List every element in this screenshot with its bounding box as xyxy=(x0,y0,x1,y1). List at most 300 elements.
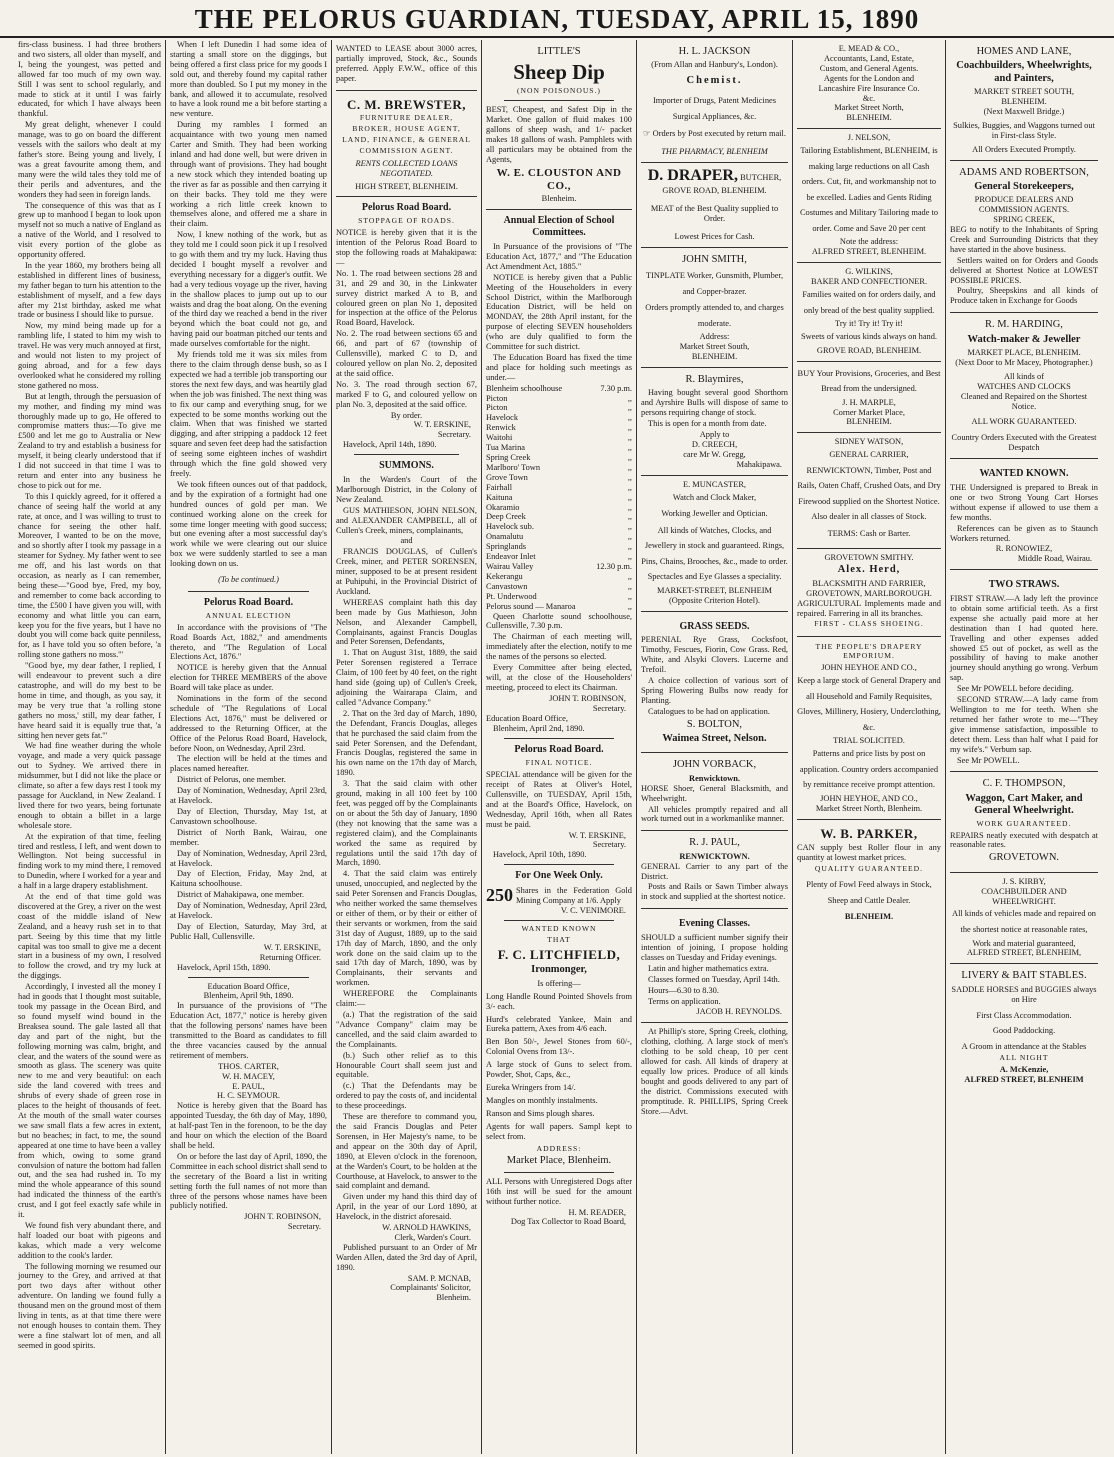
notice-signature-title: Returning Officer. xyxy=(259,952,321,962)
notice-paragraph: Nominations in the form of the second schedule of "The Regulations of Local Elections Act, 1876," must be delivered or addressed to the Returning Officer, at the Office of the Pelorus Road Board, Havelock, before Noon, on Wednesday, April 23rd. xyxy=(170,694,327,753)
ad-name: C. F. THOMPSON, xyxy=(982,778,1066,790)
notice-paragraph: The Chairman of each meeting will, immediately after the election, notify to me the names of the persons so elected. xyxy=(486,632,632,662)
school-name: Waitohi xyxy=(486,433,513,443)
ad-text: SADDLE HORSES and BUGGIES always on Hire xyxy=(951,984,1097,1004)
grovetown-smithy-ad xyxy=(797,549,941,638)
ad-address: GROVE ROAD, BLENHEIM. xyxy=(816,345,922,355)
notice-paragraph: These are therefore to command you, the said Francis Douglas and Peter Sorensen, in Her Majesty's name, to be and appear on the 30th day of April, 1890, at Eleven o'clock in the forenoon, at the Warden's Court, to be holden at the Courthouse, at Havelock, to answer to the said complaint and demand. xyxy=(336,1112,477,1191)
ad-name: D. DRAPER, xyxy=(647,167,738,185)
ad-line: BROKER, HOUSE AGENT, xyxy=(352,123,461,133)
ad-name: C. M. BREWSTER, xyxy=(346,96,467,112)
offer-item: Ranson and Sims plough shares. xyxy=(486,1108,595,1118)
school-name: Blenheim schoolhouse xyxy=(486,383,563,393)
notice-subtitle: STOPPAGE OF ROADS. xyxy=(358,216,455,226)
ad-line: Importer of Drugs, Patent Medicines xyxy=(652,95,777,105)
ad-line: Note the address: xyxy=(839,237,899,247)
school-name: Renwick xyxy=(486,423,516,433)
school-name: Picton xyxy=(486,393,508,403)
dog-tax-notice xyxy=(486,1177,632,1228)
candidate: H. C. SEYMOUR. xyxy=(216,1091,281,1101)
ad-line: MEAT of the Best Quality supplied to Order. xyxy=(650,204,779,223)
ad-name: J. S. KIRBY, xyxy=(1002,876,1046,886)
ad-town: GROVETOWN, MARLBOROUGH. xyxy=(806,588,932,598)
notice-signature-title: Secretary. xyxy=(592,703,626,713)
page-columns xyxy=(14,40,1102,1454)
ad-product: Sheep Dip xyxy=(513,60,605,85)
notice-office: Education Board Office, xyxy=(486,713,568,723)
ad-address: Corner Market Place, xyxy=(833,407,905,417)
john-smith-ad xyxy=(641,248,788,368)
ad-address: HIGH STREET, BLENHEIM. xyxy=(355,181,458,191)
offer-item: Hurd's celebrated Yankee, Main and Eureka pattern, Axes from 4/6 each. xyxy=(486,1014,632,1034)
notice-paragraph: Day of Election, Saturday, May 3rd, at Public Hall, Cullensville. xyxy=(170,921,327,941)
ad-address: ALFRED STREET, BLENHEIM. xyxy=(811,247,927,257)
notice-paragraph: WHEREFORE the Complainants claim:— xyxy=(336,989,477,1009)
ad-line: Sheep and Cattle Dealer. xyxy=(827,895,911,905)
ad-line: D. CREECH, xyxy=(691,439,738,449)
litchfield-ad xyxy=(486,925,632,1168)
ad-address: Middle Road, Wairau. xyxy=(1017,554,1092,564)
ad-text: Having bought several good Shorthorn and Ayrshire Bulls will dispose of same to persons requiring change of stock. xyxy=(641,388,788,418)
notice-paragraph: Notice is hereby given that the Board has appointed Tuesday, the 6th day of May, 1890, at half-past Ten in the forenoon, to be the day and hour on which the election of the Board shall be held. xyxy=(170,1101,327,1150)
harding-ad xyxy=(950,313,1098,459)
notice-paragraph: Day of Election, Friday, May 2nd, at Kaituna schoolhouse. xyxy=(170,869,327,889)
ad-town: Renwicktown. xyxy=(689,773,740,783)
school-row xyxy=(486,552,632,562)
ad-text: Latin and higher mathematics extra. xyxy=(648,963,769,973)
notice-paragraph: SPECIAL attendance will be given for the receipt of Rates at Oliver's Hotel, Cullensville, on TUESDAY, April 15th, and at the Board's Office, Havelock, on Wednesday, April 16th, when all Rates must be paid. xyxy=(486,770,632,829)
notice-signature: W. T. ERSKINE, xyxy=(263,942,321,952)
ad-line: RENTS COLLECTED LOANS NEGOTIATED. xyxy=(355,158,458,178)
to-be-continued: (To be continued.) xyxy=(218,575,279,585)
ad-address: Market Street South, xyxy=(679,342,750,352)
ad-name: E. MEAD & CO., xyxy=(838,44,900,53)
ad-place: SPRING CREEK, xyxy=(993,215,1055,225)
ad-name: G. WILKINS, xyxy=(845,267,893,277)
brewster-ad xyxy=(336,91,477,198)
school-meeting-list xyxy=(486,384,632,612)
divider xyxy=(188,977,309,978)
ad-text: Terms on application. xyxy=(648,996,721,1006)
ad-line-text: Orders by Post executed by return mail. xyxy=(652,129,786,139)
notice-paragraph: District of Pelorus, one member. xyxy=(177,775,286,785)
ad-title: GRASS SEEDS. xyxy=(679,620,750,632)
ad-name: JOHN VORBACK, xyxy=(672,759,757,771)
ad-text: Catalogues to be had on application. xyxy=(648,706,770,716)
notice-subtitle: FINAL NOTICE. xyxy=(525,758,593,768)
school-name: Pt. Underwood xyxy=(486,591,537,601)
school-time: ,, xyxy=(627,542,632,552)
ad-title: LIVERY & BAIT STABLES. xyxy=(961,970,1087,982)
ad-trade: BUTCHER, xyxy=(740,173,782,183)
ad-line: care Mr W. Gregg, xyxy=(683,449,746,459)
notice-paragraph: Day of Election, Thursday, May 1st, at Canvastown schoolhouse. xyxy=(170,807,327,826)
ad-text: HORSE Shoer, General Blacksmith, and Wheelwright. xyxy=(641,783,788,803)
paul-carrier-ad xyxy=(641,831,788,909)
divider xyxy=(354,454,459,455)
divider xyxy=(188,591,309,592)
divider xyxy=(504,920,614,921)
thompson-ad xyxy=(950,772,1098,872)
ad-text: A choice collection of various sort of Spring Flowering Bulbs now ready for Planting. xyxy=(641,676,788,705)
school-row xyxy=(486,384,632,394)
ad-text: SECOND STRAW.—A lady came from Wellington to me for teeth. When she returned her father wrote to me—"They give immense satisfaction, impossible to detect them. Less than half what I paid for my wife's." Verbum sap. xyxy=(950,695,1098,754)
school-name: Grove Town xyxy=(486,472,528,482)
wanted-lease-ad xyxy=(336,40,477,91)
ad-trade: Ironmonger, xyxy=(531,964,587,976)
school-row xyxy=(486,592,632,602)
ad-line: Try it! Try it! Try it! xyxy=(835,319,903,329)
ad-address: ALFRED STREET, BLENHEIM, xyxy=(966,948,1082,958)
ad-address-label: Address: xyxy=(699,332,730,342)
ad-title: GROVETOWN SMITHY. xyxy=(824,552,914,562)
ad-text: GENERAL CARRIER, RENWICKTOWN, Timber, Post and Rails, Oaten Chaff, Crushed Oats, and Dry Firewood supplied on the Shortest Notice. Also dealer in all classes of Stock. xyxy=(797,450,941,522)
school-row xyxy=(486,394,632,404)
notice-signature-title: Secretary. xyxy=(592,840,626,850)
ad-trade: BAKER AND CONFECTIONER. xyxy=(810,277,928,287)
notice-paragraph: 4. That the said claim was entirely unused, unoccupied, and neglected by the said Peter Sorensen and Francis Douglas, who neither worked the same themselves or either of them, or by their or either of their servants or workmen, from the said 31st day of August, 1889, up to the said 17th day of March, 1890, and the only work done on the said claim up to the said 17th day of March, 1890, was by Complainants, their servants and workmen. xyxy=(336,869,477,988)
ad-line: FURNITURE DEALER, xyxy=(359,112,454,122)
ad-name: E. MUNCASTER, xyxy=(682,479,747,489)
ad-title: TWO STRAWS. xyxy=(988,579,1060,591)
notice-paragraph: The Education Board has fixed the time and place for holding such meetings as under.— xyxy=(486,352,632,382)
ad-text: AGRICULTURAL Implements made and repaired. Farrering in all its branches. xyxy=(797,598,941,618)
ad-line: PRODUCE DEALERS AND COMMISSION AGENTS. xyxy=(974,195,1074,215)
ad-line: Apply to xyxy=(699,430,730,440)
ad-line: COMMISSION AGENT. xyxy=(359,145,454,155)
livery-stables-ad xyxy=(950,964,1098,1085)
watson-carrier-ad xyxy=(797,433,941,548)
school-time: ,, xyxy=(627,522,632,532)
kirby-ad xyxy=(950,873,1098,965)
ad-text: Sweets of various kinds always on hand. xyxy=(800,332,938,342)
school-time: ,, xyxy=(627,462,632,472)
school-row xyxy=(486,512,632,522)
ad-text: Watch and Clock Maker, xyxy=(672,492,757,502)
school-name: Tua Marina xyxy=(486,443,526,453)
ad-line: FIRST - CLASS SHOEING. xyxy=(814,619,924,629)
ad-title: WANTED KNOWN. xyxy=(979,468,1069,480)
ad-town: BLENHEIM. xyxy=(846,113,892,123)
notice-paragraph: District of Mahakipawa, one member. xyxy=(177,890,304,900)
story-paragraph: Now, my mind being made up for a rambling life, I stated to him my wish to travel. He was very much annoyed at first, and would not listen to my project of going abroad, and for a few days overlooked what he considered my rolling stone gathered no moss. xyxy=(18,321,161,390)
notice-signature-title: Secretary. xyxy=(287,1222,321,1232)
school-row xyxy=(486,413,632,423)
ad-name: JOHN SMITH, xyxy=(682,253,747,265)
story-paragraph: firs-class business. I had three brothers and two sisters, all older than myself, and I, being the youngest, was petted and allowed far too much of my own way. Still I was sent to school regularly, and made to stick at it until I was fairly educated, for which I have always been thankful. xyxy=(18,40,161,119)
summons-notice xyxy=(336,460,477,1303)
vorback-ad xyxy=(641,753,788,831)
school-row xyxy=(486,453,632,463)
ad-text: Families waited on for orders daily, and only bread of the best quality supplied. xyxy=(802,290,936,315)
ad-text: TERMS: Cash or Barter. xyxy=(827,528,911,538)
notice-paragraph: GUS MATHIESON, JOHN NELSON, and ALEXANDER CAMPBELL, all of Cullen's Creek, miners, complainants, xyxy=(336,505,477,535)
ad-text: All kinds of vehicles made and repaired on the shortest notice at reasonable rates, xyxy=(952,909,1096,934)
grass-seeds-ad xyxy=(641,612,788,754)
offer-item: Long Handle Round Pointed Shovels from 3/- each. xyxy=(486,991,632,1011)
ad-text: BEG to notify to the Inhabitants of Spring Creek and Surrounding Districts that they have started in the above business. xyxy=(950,225,1098,254)
ad-address: GROVE ROAD, BLENHEIM. xyxy=(662,186,767,196)
candidate: THOS. CARTER, xyxy=(218,1061,279,1071)
ad-line: Accountants, Land, Estate, xyxy=(823,53,914,63)
school-time: ,, xyxy=(627,413,632,423)
ad-title: THE PEOPLE'S DRAPERY EMPORIUM. xyxy=(815,642,923,661)
notice-paragraph: In accordance with the provisions of "The Road Boards Act, 1882," and amendments thereto, and "The Regulation of Local Elections Act, 1876." xyxy=(170,622,327,662)
school-row xyxy=(486,403,632,413)
notice-paragraph: ALL Persons with Unregistered Dogs after 16th inst will be sued for the amount without further notice. xyxy=(486,1176,632,1206)
ad-trade: Waggon, Cart Maker, and General Wheelwright. xyxy=(965,792,1083,817)
phillips-store-ad xyxy=(641,1023,788,1116)
story-paragraph: To this I quickly agreed, for it offered a chance of seeing half the world at any rate, at once, and I was willing to trust to chance for seeing the other half. Moreover, I wanted to be on the move, and so shortly after I took my passage in a steamer for Sydney. My father went to see me off, and his last words on that occasion, as nearly as I can remember, being these—"Good bye, Fred, my boy, and remember to come back according to time, the £500 I have given you will, with economy and what little you can earn, keep you for the five years, but I have no doubt you will come back quite penniless, for, as I have told you so often before, 'a rolling stone gathers no moss.'" xyxy=(18,491,161,660)
ad-name: H. L. JACKSON xyxy=(678,46,751,57)
story-paragraph: But at length, through the persuasion of my mother, and finding my mind was thoroughly made up to go, He offered to compromise matters thus:—To give me £500 and let me go to Australia or New Zealand to try and establish a business for myself, it being clearly understood that if I did not succeed in that time I was to return and enter into any business he chose to pick out for me. xyxy=(18,391,161,490)
ad-text: Settlers waited on for Orders and Goods delivered at Shortest Notice at LOWEST POSSIBLE PRICES. xyxy=(950,255,1098,285)
ad-line: (Next Maxwell Bridge.) xyxy=(983,106,1065,116)
ad-text: Poultry, Sheepskins and all kinds of Produce taken in Exchange for Goods xyxy=(950,286,1098,306)
ad-name: R. Blaymires, xyxy=(685,374,744,386)
notice-paragraph: Every Committee after being elected, will, at the close of the Householders' meeting, proceed to elect its Chairman. xyxy=(486,663,632,692)
jackson-chemist-ad xyxy=(641,40,788,163)
ad-signature: R. RONOWIEZ, xyxy=(995,544,1053,554)
ad-name: J. NELSON, xyxy=(847,133,891,143)
column-5 xyxy=(637,40,793,1454)
column-6 xyxy=(793,40,946,1454)
story-paragraph: The consequence of this was that as I grew up to manhood I began to look upon myself not so much a native of England as a native of the World, and I resolved to visit every portion of the globe as opportunity offered. xyxy=(18,200,161,260)
ad-line: LAND, FINANCE, & GENERAL xyxy=(342,134,471,144)
ad-name: ADAMS AND ROBERTSON, xyxy=(959,166,1089,178)
notice-signature-title: Dog Tax Collector to Road Board, xyxy=(510,1217,626,1227)
school-time: 7.30 p.m. xyxy=(600,383,632,393)
ad-signature: A. McKenzie, xyxy=(999,1065,1049,1075)
notice-date: Havelock, April 10th, 1890. xyxy=(493,850,587,860)
notice-signature-title: Clerk, Warden's Court. xyxy=(394,1232,471,1242)
school-row xyxy=(486,602,632,612)
story-paragraph: Now, I knew nothing of the work, but as they told me I could soon pick it up I resolved to go with them and try my luck. Having thus decided I bought myself a revolver and everything necessary for a digger's outfit. We had a very tedious voyage up the river, having in the shallow places to jump out up to our waists and drag the boat along. On the evening of the third day we reached a bend in the river beyond which the boat could not go, and having paid our boatman pitched our tents and made ourselves comfortable for the night. xyxy=(170,230,327,349)
notice-paragraph: In the Warden's Court of the Marlborough District, in the Colony of New Zealand. xyxy=(336,474,477,504)
school-time: ,, xyxy=(627,552,632,562)
ad-text: See Mr POWELL before deciding. xyxy=(957,684,1074,694)
notice-date: Blenheim, April 9th, 1890. xyxy=(203,991,294,1001)
ad-name: R. J. PAUL, xyxy=(689,837,740,849)
notice-paragraph: Published pursuant to an Order of Mr Warden Allen, dated the 3rd day of April, 1890. xyxy=(336,1242,477,1272)
ad-heading: THAT xyxy=(547,935,571,945)
final-notice xyxy=(486,744,632,860)
school-row xyxy=(486,473,632,483)
ad-line: All kinds of xyxy=(1003,371,1044,381)
ad-text: PERENIAL Rye Grass, Cocksfoot, Timothy, Fescues, Fiorin, Cow Grass. Red, White, and Alsyki Clovers. Lucerne and Trefoil. xyxy=(641,635,788,675)
two-straws-ad xyxy=(950,570,1098,772)
divider xyxy=(504,1172,614,1173)
ad-address: Waimea Street, Nelson. xyxy=(662,733,767,745)
notice-date: Havelock, April 15th, 1890. xyxy=(177,962,271,972)
offer-item: Agents for wall papers. Sampl kept to select from. xyxy=(486,1121,632,1141)
notice-signature: W. T. ERSKINE, xyxy=(568,830,626,840)
ad-text: WANTED to LEASE about 3000 acres, partially improved, Stock, &c., Sounds preferred. Apply F.W.W., office of this paper. xyxy=(336,44,477,83)
ad-line: QUALITY GUARANTEED. xyxy=(814,863,924,873)
divider xyxy=(504,100,614,101)
school-time: ,, xyxy=(627,393,632,403)
ad-name: SIDNEY WATSON, xyxy=(834,437,904,447)
ad-line xyxy=(641,129,788,139)
ad-title: For One Week Only. xyxy=(515,870,603,882)
notice-paragraph: (b.) Such other relief as to this Honourable Court shall seem just and equitable. xyxy=(336,1050,477,1080)
column-2 xyxy=(166,40,332,1454)
school-name: Okaramio xyxy=(486,502,520,512)
story-paragraph: My great delight, whenever I could manage, was to go on board the different vessels with the sailors who dealt at my father's store. Being young and lively, I was a great favourite among them, and many were the wild tales they told me of their perils and adventures, and the wonders they had seen in foreign lands. xyxy=(18,120,161,199)
story-paragraph: We took fifteen ounces out of that paddock, and by the expiration of a fortnight had one hundred ounces of gold per man. We continued working alone on the creek for some time longer meeting with good success; but one evening after a most successful day's work while we were clearing out our sluice box we were suddenly startled to see a man looking down on us. xyxy=(170,479,327,569)
school-time: ,, xyxy=(627,443,632,453)
column-4 xyxy=(482,40,637,1454)
school-name: Canvastown xyxy=(486,581,528,591)
ad-text: Shares in the Federation Gold Mining Company at 1/6. Apply xyxy=(516,885,632,905)
road-stoppage-notice xyxy=(336,202,477,450)
ad-title: Evening Classes. xyxy=(678,918,751,930)
notice-paragraph: Queen Charlotte sound schoolhouse, Cullensville, 7.30 p.m. xyxy=(486,611,632,631)
ad-trade: Chemist. xyxy=(686,75,743,87)
school-row xyxy=(486,522,632,532)
ad-name: R. M. HARDING, xyxy=(985,319,1063,331)
story-paragraph: "Good bye, my dear father, I replied, I will endeavour to prevent such a dire catastrophe, and will do my best to be home in time, and though, as you say, it may be very true that 'a rolling stone gathers no moss,' still, my dear father, I have heard said it is equally true that, 'a sitting hen never gets fat.'" xyxy=(18,661,161,740)
story-paragraph: At the expiration of that time, feeling tired and restless, I left, and went down to Wellington. Not being successful in finding work to my mind there, I removed to Dunedin, where I worked for a year and a half in a large drapery establishment. xyxy=(18,831,161,891)
ad-agent: W. E. CLOUSTON AND CO., xyxy=(496,166,622,192)
ad-name: F. C. LITCHFIELD, xyxy=(497,947,621,963)
candidate: E. PAUL, xyxy=(232,1081,265,1091)
column-7 xyxy=(946,40,1102,1454)
school-row xyxy=(486,463,632,473)
ad-text: Working Jeweller and Optician. xyxy=(661,509,768,519)
notice-paragraph: The election will be held at the times and places named hereafter. xyxy=(170,754,327,774)
ad-address: MARKET STREET SOUTH, xyxy=(974,87,1074,97)
school-time: ,, xyxy=(627,581,632,591)
school-name: Marlboro' Town xyxy=(486,462,541,472)
notice-paragraph: Given under my hand this third day of April, in the year of our Lord 1890, at Havelock, in the district aforesaid. xyxy=(336,1192,477,1222)
masthead: THE PELORUS GUARDIAN, TUESDAY, APRIL 15, 1890 xyxy=(0,0,1114,38)
notice-signature: JOHN T. ROBINSON, xyxy=(549,693,626,703)
ad-line: WORK GUARANTEED. xyxy=(976,818,1072,828)
story-paragraph: We had fine weather during the whole voyage, and made a very quick passage out to Sydney. We arrived there in midsummer, but I did not like the place or climate, so after a few days rest I took my passage for Auckland, in New Zealand. I lived there for two years, being fortunate enough to obtain a billet in a large wholesale store. xyxy=(18,741,161,830)
notice-signature-title: Secretary. xyxy=(437,430,471,440)
ad-name: JOHN HEYHOE AND CO., xyxy=(821,663,917,673)
draper-butcher-ad xyxy=(641,163,788,248)
offer-item: Mangles on monthly instalments. xyxy=(486,1095,598,1105)
school-name: Wairau Valley xyxy=(486,561,534,571)
notice-signature: SAM. P. MCNAB, xyxy=(407,1273,471,1283)
ad-text: THE Undersigned is prepared to Break in one or two Strong Young Cart Horses without expense if allowed to use them a few months. xyxy=(950,482,1098,522)
notice-paragraph: NOTICE is hereby given that a Public Meeting of the Householders in every School District, within the Marlborough Education District, will be held on MONDAY, the 28th April instant, for the purpose of electing SEVEN householders (who are duly qualified to form the Committee for such district. xyxy=(486,272,632,352)
school-time: ,, xyxy=(627,453,632,462)
notice-paragraph: No. 3. The road through section 67, marked F to G, and coloured yellow on plan No. 3, deposited at the said office. xyxy=(336,379,477,409)
ad-town: BLENHEIM. xyxy=(844,911,894,921)
ad-line: Is offering— xyxy=(537,978,581,988)
notice-paragraph: Day of Nomination, Wednesday, April 23rd, at Havelock. xyxy=(170,901,327,921)
notice-paragraph: District of North Bank, Wairau, one member. xyxy=(170,827,327,847)
ad-name: HOMES AND LANE, xyxy=(976,46,1072,57)
school-row xyxy=(486,542,632,552)
ad-line: ALL NIGHT xyxy=(999,1053,1049,1063)
ad-heading: WANTED KNOWN xyxy=(521,924,597,934)
ad-address: MARKET PLACE, BLENHEIM. xyxy=(967,348,1081,358)
pointing-hand-icon: ☞ xyxy=(643,129,653,139)
ad-text: GENERAL Carrier to any part of the District. xyxy=(641,861,788,881)
notice-order: By order. xyxy=(390,410,423,420)
ad-town: BLENHEIM. xyxy=(1001,97,1047,107)
ad-line: Market Street North, xyxy=(834,103,904,113)
story-paragraph: We found fish very abundant there, and half loaded our boat with pigeons and kakas, which made a very welcome addition to the cook's larder. xyxy=(18,1220,161,1260)
notice-paragraph: (a.) That the registration of the said "Advance Company" claim may be cancelled, and the said claim awarded to the Complainants. xyxy=(336,1010,477,1049)
story-paragraph: In the year 1860, my brothers being all established in different lines of business, my father began to turn his attention to the establishment of myself, and a few days after my 21st birthday, asked me what trade or business I should like to pursue. xyxy=(18,260,161,320)
story-paragraph: When I left Dunedin I had some idea of starting a small store on the diggings, but being offered a first class price for my goods I sold out, and thereby found my capital rather more than doubled. So I put my money in the bank, and allowed it to accumulate, resolved to have a look round me a bit before starting a new venture. xyxy=(170,40,327,119)
muncaster-ad xyxy=(641,476,788,612)
ad-line: ALL WORK GUARANTEED. xyxy=(971,417,1077,427)
school-name: Spring Creek xyxy=(486,453,531,462)
school-row xyxy=(486,423,632,433)
ad-line: Lancashire Fire Insurance Co. xyxy=(818,83,920,93)
ad-trade: COACHBUILDER AND WHEELWRIGHT. xyxy=(981,886,1067,906)
ad-brand: LITTLE'S xyxy=(537,46,581,57)
ad-text: Classes formed on Tuesday, April 14th. xyxy=(648,974,780,984)
ad-text: See Mr POWELL. xyxy=(957,755,1020,765)
story-paragraph: Accordingly, I invested all the money I had in goods that I thought most suitable, took my passage in the Ocean Bird, and so found myself wind bound in the Breaksea sound. The gale lasted all that day and part of the night, but the following morning was calm, bright, and clear, and the waters of the sound were as smooth as glass. The scenery was quite new to me and very beautiful: on each side the land covered with trees and shrubs of every shade of green rose in places to the height of thousands of feet. At the mouth of the small water courses we saw small flats a few acres in extent, but no beaches; in fact, to me, the sound appeared at one time to have been a valley from which, owing to some grand convulsion of nature the bottom had fallen out, and the sea had rushed in. To my mind the whole appearance of this sound had indicated the thinness of the earth's crust, and I got feel exactly safe while in it. xyxy=(18,982,161,1220)
ad-line: (Opposite Criterion Hotel). xyxy=(669,595,760,605)
notice-title: Pelorus Road Board. xyxy=(203,596,294,608)
notice-signature: JOHN T. ROBINSON, xyxy=(244,1212,321,1222)
ad-line: Work and material guaranteed, xyxy=(972,938,1076,948)
sheep-dip-ad xyxy=(486,40,632,210)
evening-classes-ad xyxy=(641,909,788,1023)
offer-item: Eureka Wringers from 14/. xyxy=(486,1082,576,1092)
drapery-emporium-ad xyxy=(797,637,941,819)
school-row xyxy=(486,532,632,542)
column-1-story xyxy=(14,40,166,1454)
school-name: Pelorus sound — Manaroa xyxy=(486,601,576,611)
school-name: Havelock sub. xyxy=(486,522,534,532)
ad-address: THE PHARMACY, BLENHEIM xyxy=(661,147,768,157)
adams-robertson-ad xyxy=(950,161,1098,314)
notice-paragraph: Day of Nomination, Wednesday, April 23rd, at Havelock. xyxy=(170,848,327,868)
ad-text: Tailoring Establishment, BLENHEIM, is making large reductions on all Cash orders. Cut, fit, and workmanship not to be excelled. Ladies and Gents Riding Costumes and Military Tailoring made to order. Come and Save 20 per cent xyxy=(799,146,939,233)
school-time: 12.30 p.m. xyxy=(596,561,632,571)
school-row xyxy=(486,493,632,503)
ad-address: Market Place, Blenheim. xyxy=(506,1155,612,1167)
school-name: Kekerangu xyxy=(486,571,523,581)
offer-item: A large stock of Guns to select from. Powder, Shot, Caps, &c., xyxy=(486,1060,632,1080)
school-row xyxy=(486,582,632,592)
ad-line: Good Paddocking. xyxy=(992,1026,1056,1036)
school-row xyxy=(486,562,632,572)
ad-line: (Next Door to Mr Macey, Photographer.) xyxy=(955,357,1093,367)
school-name: Springlands xyxy=(486,542,527,552)
ad-line: A Groom in attendance at the Stables xyxy=(961,1042,1087,1052)
school-name: Deep Creek xyxy=(486,512,526,522)
ad-line: Agents for the London and xyxy=(823,73,915,83)
ad-address: MARKET-STREET, BLENHEIM xyxy=(657,585,772,595)
school-time: ,, xyxy=(627,532,632,542)
ad-line: All Orders Executed Promptly. xyxy=(972,144,1076,154)
ad-text: Patterns and price lists by post on application. Country orders accompanied by remittance receive prompt attention. xyxy=(799,749,939,790)
school-time: ,, xyxy=(627,512,632,522)
ad-text: At Phillip's store, Spring Creek, clothing, clothing, clothing. A large stock of men's clothing to be sold cheap, 10 per cent allowed for cash. All kinds of drapery at equally low prices. Produce of all kinds bought and goods delivered to any part of the district. Commissions executed with promptitude. R. PHILLIPS, Spring Creek Store.—Advt. xyxy=(641,1027,788,1116)
ad-address: ALFRED STREET, BLENHEIM xyxy=(964,1075,1084,1085)
notice-paragraph: No. 1. The road between sections 28 and 31, and 29 and 30, in the Linkwater survey district marked A to B, and coloured green on plan No 1, deposited for inspection at the office of the Pelorus Road Board, Havelock. xyxy=(336,268,477,328)
school-time: ,, xyxy=(627,423,632,433)
ad-town: BLENHEIM. xyxy=(691,352,738,362)
notice-paragraph: 3. That the said claim with other ground, making in all 100 feet by 100 feet, was pegged off by the Complainants on or about the 5th day of January, 1890 (they not knowing that the same was a registered claim), and the Complainants worked the same as required by regulations until the said 17th day of March, 1890. xyxy=(336,779,477,868)
school-name: Endeavor Inlet xyxy=(486,552,536,562)
school-name: Picton xyxy=(486,403,508,413)
ad-signature: V. C. VENIMORE. xyxy=(560,906,626,916)
ad-line: TRIAL SOLICITED. xyxy=(833,736,905,746)
ad-text: BUY Your Provisions, Groceries, and Best Bread from the undersigned. xyxy=(797,368,941,394)
